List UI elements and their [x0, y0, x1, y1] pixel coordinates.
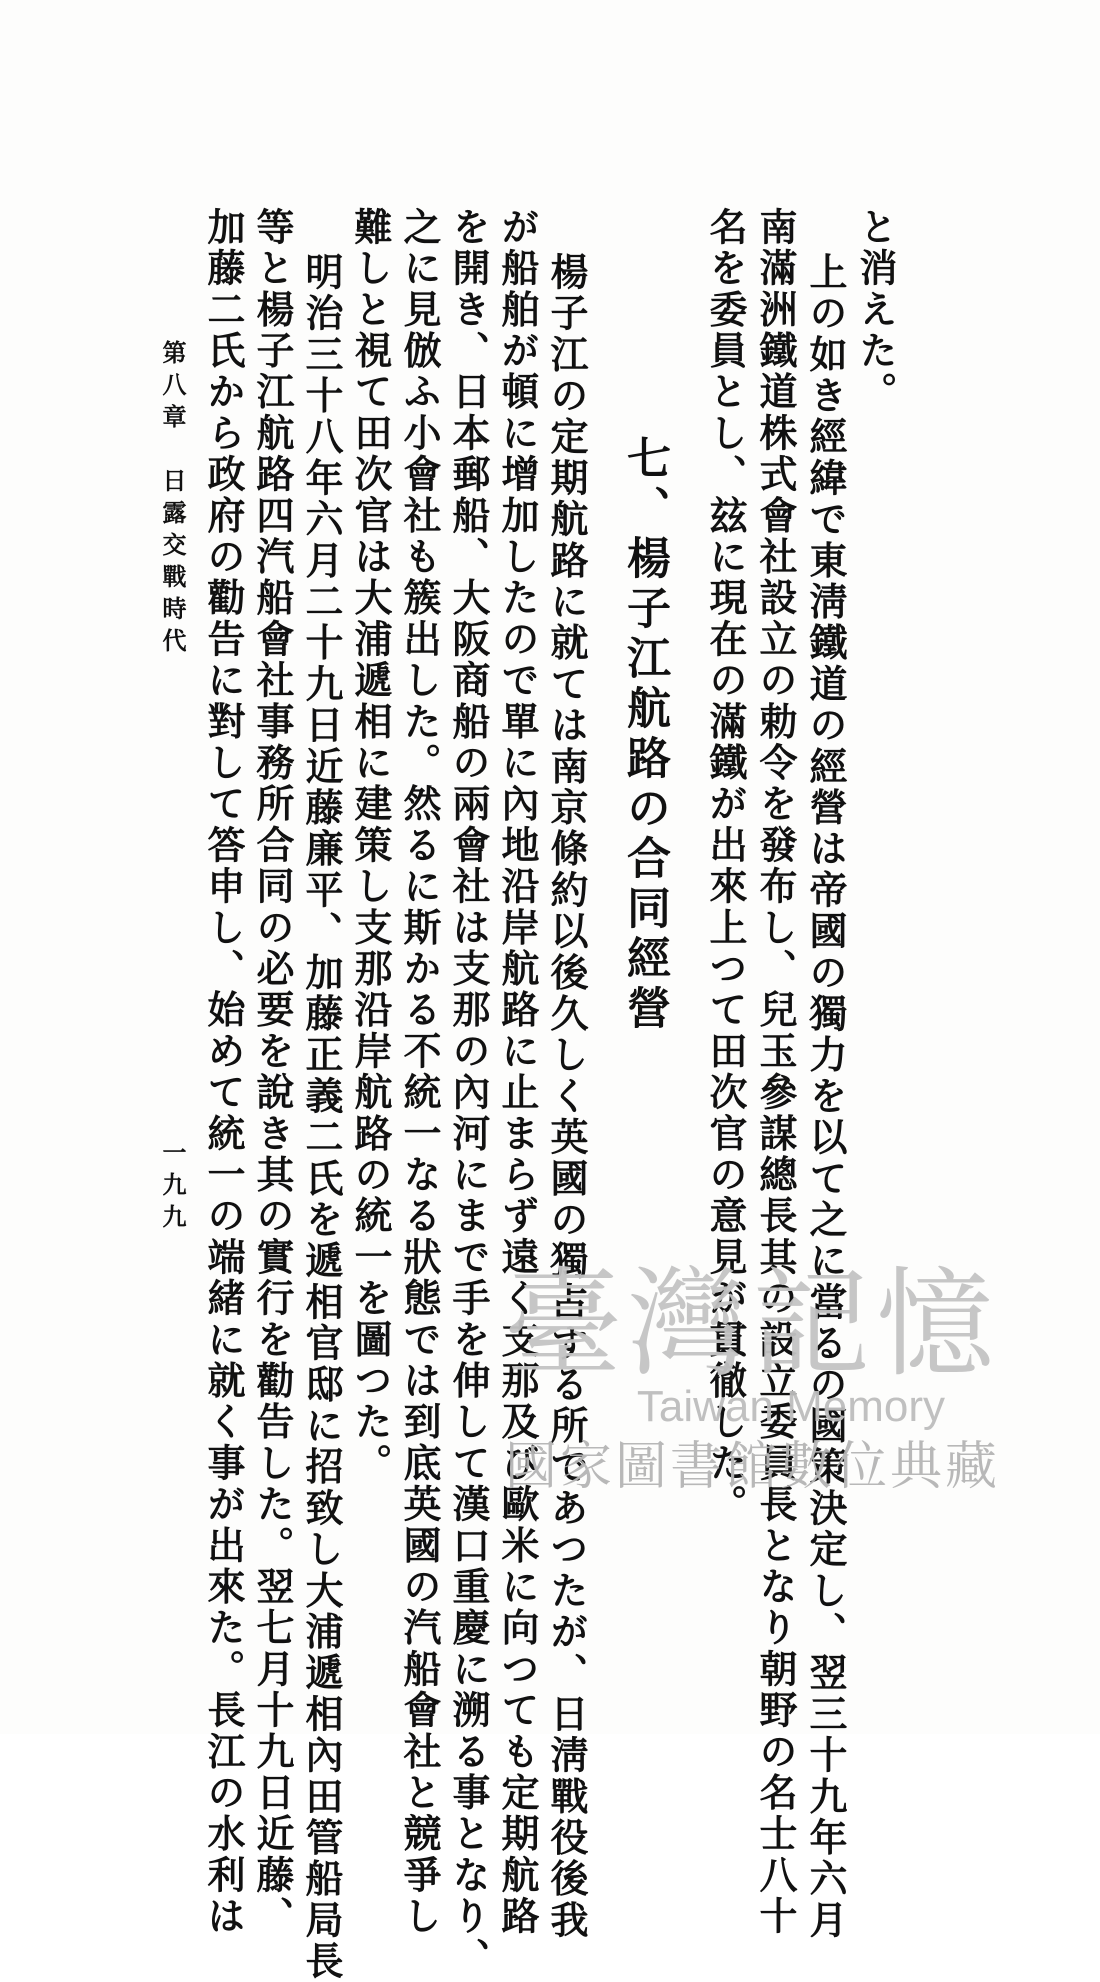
page-number: 一九九 [158, 1140, 187, 1236]
text-column-1: と消えた。 [853, 207, 898, 413]
watermark-chinese: 國家圖書館數位典藏 [504, 1437, 1000, 1497]
text-column-12: 加藤二氏から政府の勸告に對して答申し、始めて統一の端緒に就く事が出來た。長江の水利は [201, 207, 246, 1938]
text-column-11: 等と楊子江航路四汽船會社事務所合同の必要を說き其の實行を勸告した。翌七月十九日近藤、 [250, 207, 295, 1938]
watermark-english: Taiwan Memory [636, 1382, 945, 1431]
watermark [440, 1255, 1000, 1585]
text-column-2: 上の如き經緯で東淸鐵道の經營は帝國の獨力を以て之に當るの國策決定し、翌三十九年六月 [803, 252, 848, 1942]
text-column-8: 之に見倣ふ小會社も簇出した。然るに斯かる不統一なる狀態では到底英國の汽船會社と競爭し [397, 207, 442, 1938]
text-column-6: が船舶が頓に增加したので單に內地沿岸航路に止まらず遠く支那及び歐米に向つても定期航路 [495, 207, 540, 1938]
watermark-logo: 臺灣記憶 [503, 1255, 1000, 1393]
text-column-7: を開き、日本郵船、大阪商船の兩會社は支那の內河にまで手を伸して漢口重慶に溯る事となり、 [446, 207, 491, 1979]
text-column-9: 難しと視て田次官は大浦遞相に建策し支那沿岸航路の統一を圖つた。 [348, 207, 393, 1485]
text-column-5: 楊子江の定期航路に就ては南京條約以後久しく英國の獨占する所であつたが、日淸戰役後我 [544, 252, 589, 1942]
text-column-3: 南滿洲鐵道株式會社設立の勅令を發布し、兒玉參謀總長其の設立委員長となり朝野の名士八十 [753, 207, 798, 1938]
section-heading: 七、楊子江航路の合同經營 [619, 435, 670, 1035]
text-column-4: 名を委員とし、玆に現在の滿鐵が出來上つて田次官の意見が貫徹した。 [703, 207, 748, 1526]
text-column-10: 明治三十八年六月二十九日近藤廉平、加藤正義二氏を遞相官邸に招致し大浦遞相內田管船局長 [299, 252, 344, 1982]
chapter-footer: 第八章 日露交戰時代 [158, 340, 187, 660]
